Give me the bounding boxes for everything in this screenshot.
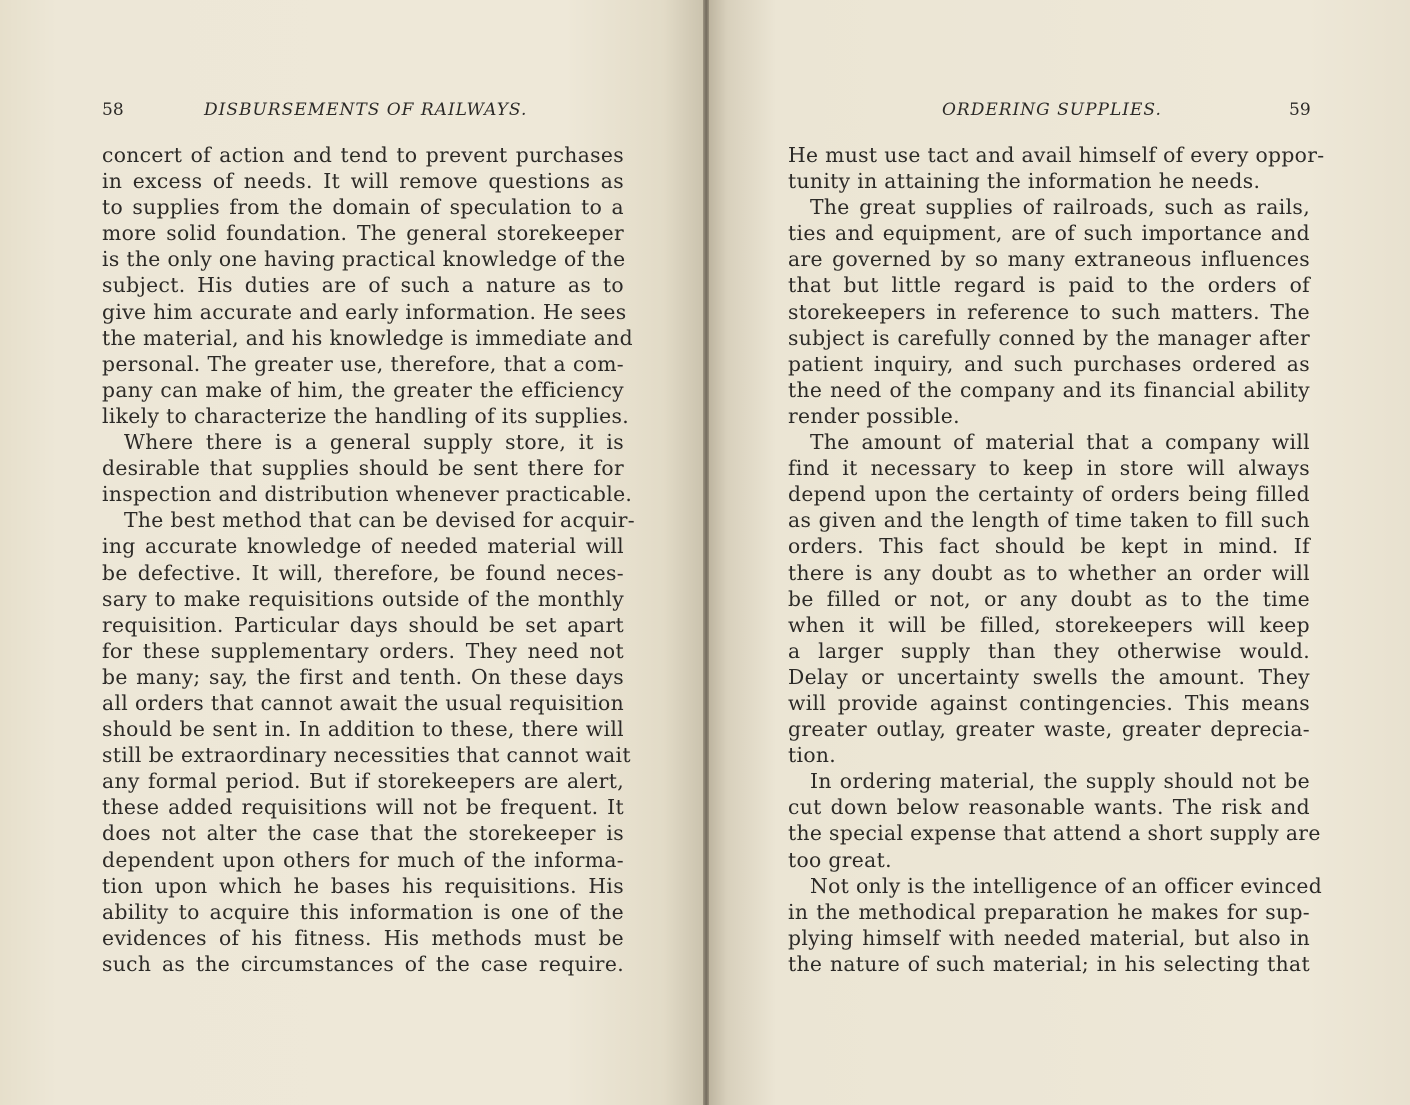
text-line: cut down below reasonable wants. The risk and <box>788 795 1310 820</box>
text-line: any formal period. But if storekeepers are alert, <box>102 769 624 794</box>
text-line: be defective. It will, therefore, be found neces- <box>102 560 624 585</box>
text-line: sary to make requisitions outside of the monthly <box>102 586 624 611</box>
text-line: there is any doubt as to whether an order will <box>788 560 1310 585</box>
text-line: patient inquiry, and such purchases ordered as <box>788 351 1310 376</box>
text-line: more solid foundation. The general storekeeper <box>102 221 624 246</box>
text-line: these added requisitions will not be frequent. It <box>102 795 624 820</box>
text-line: such as the circumstances of the case require. <box>102 951 624 976</box>
book-gutter <box>703 0 709 1105</box>
text-line: still be extraordinary necessities that cannot wait <box>102 743 631 768</box>
text-line: the special expense that attend a short supply are <box>788 821 1321 846</box>
text-line: does not alter the case that the storekeeper is <box>102 821 624 846</box>
text-line: personal. The greater use, therefore, that a com- <box>102 351 624 376</box>
text-line: tion. <box>788 743 837 768</box>
text-line: In ordering material, the supply should not be <box>810 769 1310 794</box>
right-page <box>706 0 1410 1105</box>
text-line: orders. This fact should be kept in mind. If <box>788 534 1310 559</box>
text-line: render possible. <box>788 403 960 428</box>
text-line: desirable that supplies should be sent there for <box>102 456 624 481</box>
text-line: The best method that can be devised for acquir- <box>124 508 636 533</box>
text-line: the need of the company and its financial ability <box>788 377 1310 402</box>
text-line: to supplies from the domain of speculation to a <box>102 195 624 220</box>
text-line: Where there is a general supply store, it is <box>124 430 624 455</box>
text-line: as given and the length of time taken to fill such <box>788 508 1310 533</box>
text-line: subject is carefully conned by the manager after <box>788 325 1310 350</box>
text-line: be filled or not, or any doubt as to the time <box>788 586 1310 611</box>
text-line: be many; say, the first and tenth. On these days <box>102 664 624 689</box>
text-line: ing accurate knowledge of needed material will <box>102 534 624 559</box>
text-line: storekeepers in reference to such matters. The <box>788 299 1310 324</box>
text-line: will provide against contingencies. This means <box>788 690 1310 715</box>
text-line: The great supplies of railroads, such as rails, <box>810 195 1310 220</box>
text-line: a larger supply than they otherwise would. <box>788 638 1310 663</box>
text-line: greater outlay, greater waste, greater deprecia- <box>788 717 1310 742</box>
left-page-body <box>102 142 636 977</box>
text-line: tion upon which he bases his requisitions. His <box>102 873 624 898</box>
text-line: The amount of material that a company will <box>810 430 1310 455</box>
text-line: Not only is the intelligence of an officer evinced <box>810 873 1323 898</box>
running-head-right: ORDERING SUPPLIES. <box>942 100 1162 120</box>
text-line: depend upon the certainty of orders being filled <box>788 482 1310 507</box>
text-line: are governed by so many extraneous influences <box>788 247 1310 272</box>
text-line: inspection and distribution whenever practicable. <box>102 482 633 507</box>
text-line: the nature of such material; in his selecting that <box>788 951 1310 976</box>
text-line: evidences of his fitness. His methods must be <box>102 925 624 950</box>
text-line: is the only one having practical knowledge of the <box>102 247 626 272</box>
text-line: tunity in attaining the information he needs. <box>788 169 1261 194</box>
text-line: give him accurate and early information. He sees <box>102 299 627 324</box>
text-line: find it necessary to keep in store will always <box>788 456 1310 481</box>
text-line: too great. <box>788 847 892 872</box>
text-line: requisition. Particular days should be set apart <box>102 612 624 637</box>
text-line: He must use tact and avail himself of every oppor- <box>788 143 1325 167</box>
text-line: in the methodical preparation he makes for sup- <box>788 899 1310 924</box>
text-line: subject. His duties are of such a nature as to <box>102 273 624 298</box>
text-line: dependent upon others for much of the informa- <box>102 847 624 872</box>
text-line: concert of action and tend to prevent purchases <box>102 143 624 167</box>
text-line: Delay or uncertainty swells the amount. They <box>788 664 1310 689</box>
text-line: all orders that cannot await the usual requisition <box>102 690 624 715</box>
page-number-right: 59 <box>1289 100 1311 120</box>
text-line: that but little regard is paid to the orders of <box>788 273 1310 298</box>
text-line: ties and equipment, are of such importance and <box>788 221 1310 246</box>
text-line: the material, and his knowledge is immediate and <box>102 325 633 350</box>
text-line: ability to acquire this information is one of the <box>102 899 624 924</box>
text-line: should be sent in. In addition to these, there will <box>102 717 624 742</box>
running-head-left: DISBURSEMENTS OF RAILWAYS. <box>204 100 528 120</box>
text-line: in excess of needs. It will remove questions as <box>102 169 624 194</box>
text-line: plying himself with needed material, but also in <box>788 925 1310 950</box>
text-line: likely to characterize the handling of its supplies. <box>102 403 630 428</box>
text-line: when it will be filled, storekeepers will keep <box>788 612 1310 637</box>
text-line: for these supplementary orders. They need not <box>102 638 624 663</box>
text-line: pany can make of him, the greater the efficiency <box>102 377 624 402</box>
page-number-left: 58 <box>102 100 124 120</box>
right-page-body <box>788 142 1325 977</box>
